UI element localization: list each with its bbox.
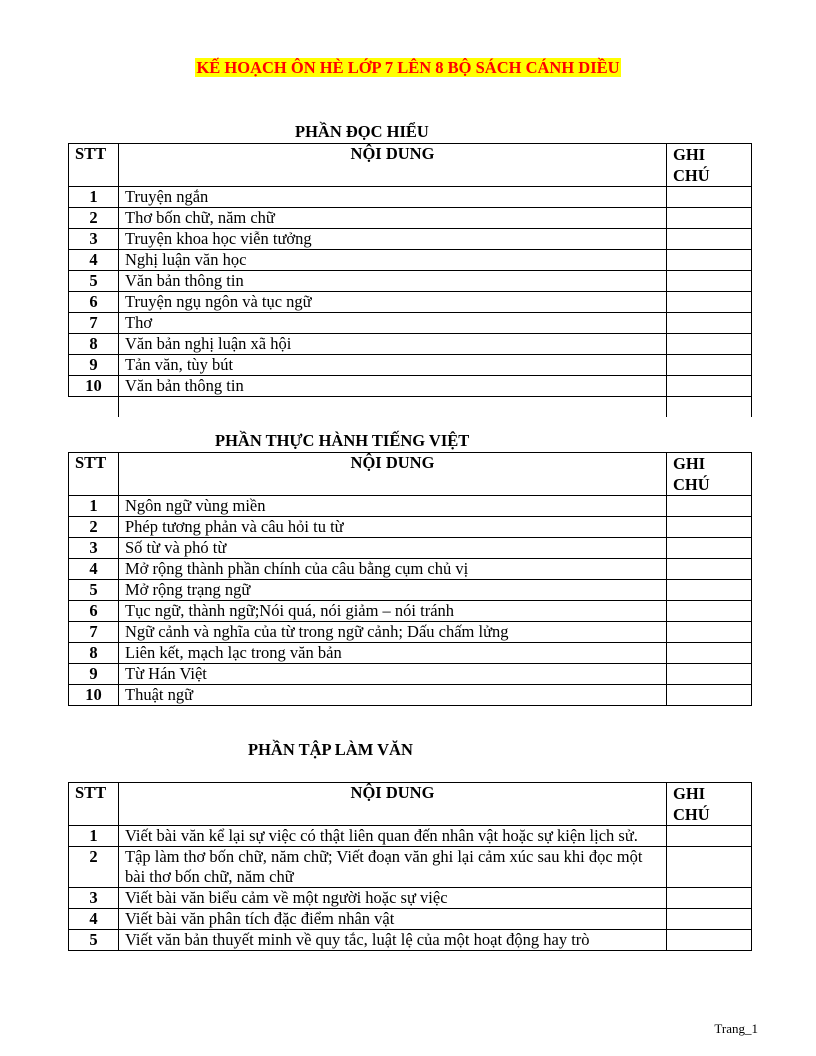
table-body [69, 187, 752, 418]
table-row [69, 643, 752, 664]
table-row [69, 517, 752, 538]
row-number: 5 [69, 580, 119, 601]
section-heading-doc-hieu: PHẦN ĐỌC HIỂU [295, 122, 429, 141]
row-content: Truyện khoa học viễn tưởng [119, 229, 667, 250]
row-note [667, 355, 752, 376]
row-content: Ngôn ngữ vùng miền [119, 496, 667, 517]
row-content: Thuật ngữ [119, 685, 667, 706]
row-number: 9 [69, 355, 119, 376]
table-row [69, 208, 752, 229]
table-row [69, 313, 752, 334]
row-note [667, 271, 752, 292]
header-note: GHI CHÚ [667, 783, 752, 826]
row-number: 1 [69, 496, 119, 517]
row-note [667, 229, 752, 250]
header-stt: STT [69, 783, 119, 826]
row-number: 8 [69, 643, 119, 664]
header-note: GHI CHÚ [667, 453, 752, 496]
row-content: Viết văn bản thuyết minh về quy tắc, luật lệ của một hoạt động hay trò [119, 930, 667, 951]
row-number: 7 [69, 622, 119, 643]
row-number: 3 [69, 888, 119, 909]
row-number: 7 [69, 313, 119, 334]
table-row [69, 376, 752, 397]
row-number: 9 [69, 664, 119, 685]
row-note [667, 313, 752, 334]
table-row [69, 601, 752, 622]
row-note [667, 187, 752, 208]
table-row [69, 622, 752, 643]
table-row [69, 909, 752, 930]
row-number: 4 [69, 909, 119, 930]
row-number: 5 [69, 271, 119, 292]
table-header-row [69, 453, 752, 496]
header-content: NỘI DUNG [119, 783, 667, 826]
table-header-row [69, 144, 752, 187]
row-number: 2 [69, 847, 119, 888]
table-row [69, 496, 752, 517]
row-note [667, 496, 752, 517]
row-number [69, 397, 119, 418]
row-note [667, 622, 752, 643]
row-content: Phép tương phản và câu hỏi tu từ [119, 517, 667, 538]
table-row [69, 292, 752, 313]
row-note [667, 580, 752, 601]
row-number: 6 [69, 292, 119, 313]
row-number: 10 [69, 685, 119, 706]
table-row [69, 355, 752, 376]
table-row [69, 580, 752, 601]
row-note [667, 930, 752, 951]
row-content: Thơ [119, 313, 667, 334]
row-content: Truyện ngụ ngôn và tục ngữ [119, 292, 667, 313]
row-note [667, 208, 752, 229]
table-tieng-viet [68, 452, 752, 706]
row-note [667, 292, 752, 313]
table-header-row [69, 783, 752, 826]
row-number: 5 [69, 930, 119, 951]
row-content: Văn bản nghị luận xã hội [119, 334, 667, 355]
table-body [69, 496, 752, 706]
row-number: 8 [69, 334, 119, 355]
row-content: Thơ bốn chữ, năm chữ [119, 208, 667, 229]
table-row [69, 271, 752, 292]
section-heading-tap-lam-van: PHẦN TẬP LÀM VĂN [248, 740, 413, 759]
row-number: 2 [69, 517, 119, 538]
document-title-text: KẾ HOẠCH ÔN HÈ LỚP 7 LÊN 8 BỘ SÁCH CÁNH DIỀU [196, 58, 620, 77]
row-note [667, 643, 752, 664]
table-row [69, 685, 752, 706]
table-body [69, 826, 752, 951]
row-note [667, 685, 752, 706]
row-note [667, 397, 752, 418]
row-content: Viết bài văn kể lại sự việc có thật liên quan đến nhân vật hoặc sự kiện lịch sử. [119, 826, 667, 847]
row-note [667, 664, 752, 685]
row-content [119, 397, 667, 418]
row-content: Truyện ngắn [119, 187, 667, 208]
table-row [69, 229, 752, 250]
row-number: 10 [69, 376, 119, 397]
row-number: 3 [69, 538, 119, 559]
header-stt: STT [69, 144, 119, 187]
table-row [69, 538, 752, 559]
row-content: Từ Hán Việt [119, 664, 667, 685]
row-number: 4 [69, 250, 119, 271]
row-content: Tản văn, tùy bút [119, 355, 667, 376]
row-note [667, 250, 752, 271]
section-heading-tieng-viet: PHẦN THỰC HÀNH TIẾNG VIỆT [215, 431, 470, 450]
header-note: GHI CHÚ [667, 144, 752, 187]
row-number: 6 [69, 601, 119, 622]
document-title [0, 58, 816, 78]
table-tap-lam-van [68, 782, 752, 951]
table-row [69, 187, 752, 208]
table-row [69, 559, 752, 580]
row-number: 3 [69, 229, 119, 250]
row-note [667, 517, 752, 538]
table-row [69, 847, 752, 888]
table-doc-hieu [68, 143, 752, 417]
table-row [69, 930, 752, 951]
table-row [69, 334, 752, 355]
row-number: 4 [69, 559, 119, 580]
row-note [667, 847, 752, 888]
header-stt: STT [69, 453, 119, 496]
row-content: Văn bản thông tin [119, 271, 667, 292]
row-content: Văn bản thông tin [119, 376, 667, 397]
page-number: Trang_1 [714, 1021, 758, 1036]
table-row [69, 250, 752, 271]
row-number: 2 [69, 208, 119, 229]
row-note [667, 909, 752, 930]
row-content: Nghị luận văn học [119, 250, 667, 271]
row-note [667, 601, 752, 622]
row-note [667, 376, 752, 397]
row-content: Ngữ cảnh và nghĩa của từ trong ngữ cảnh; Dấu chấm lửng [119, 622, 667, 643]
row-content: Tục ngữ, thành ngữ;Nói quá, nói giảm – nói tránh [119, 601, 667, 622]
row-content: Tập làm thơ bốn chữ, năm chữ; Viết đoạn văn ghi lại cảm xúc sau khi đọc một bài thơ bốn chữ, năm chữ [119, 847, 667, 888]
row-note [667, 888, 752, 909]
row-note [667, 538, 752, 559]
table-row [69, 888, 752, 909]
header-content: NỘI DUNG [119, 453, 667, 496]
header-content: NỘI DUNG [119, 144, 667, 187]
row-number: 1 [69, 187, 119, 208]
row-note [667, 559, 752, 580]
table-row [69, 664, 752, 685]
row-content: Viết bài văn phân tích đặc điểm nhân vật [119, 909, 667, 930]
row-content: Liên kết, mạch lạc trong văn bản [119, 643, 667, 664]
row-content: Mở rộng trạng ngữ [119, 580, 667, 601]
row-note [667, 334, 752, 355]
row-content: Viết bài văn biểu cảm về một người hoặc sự việc [119, 888, 667, 909]
row-number: 1 [69, 826, 119, 847]
table-row [69, 826, 752, 847]
row-note [667, 826, 752, 847]
table-row [69, 397, 752, 418]
row-content: Mở rộng thành phần chính của câu bằng cụm chủ vị [119, 559, 667, 580]
row-content: Số từ và phó từ [119, 538, 667, 559]
